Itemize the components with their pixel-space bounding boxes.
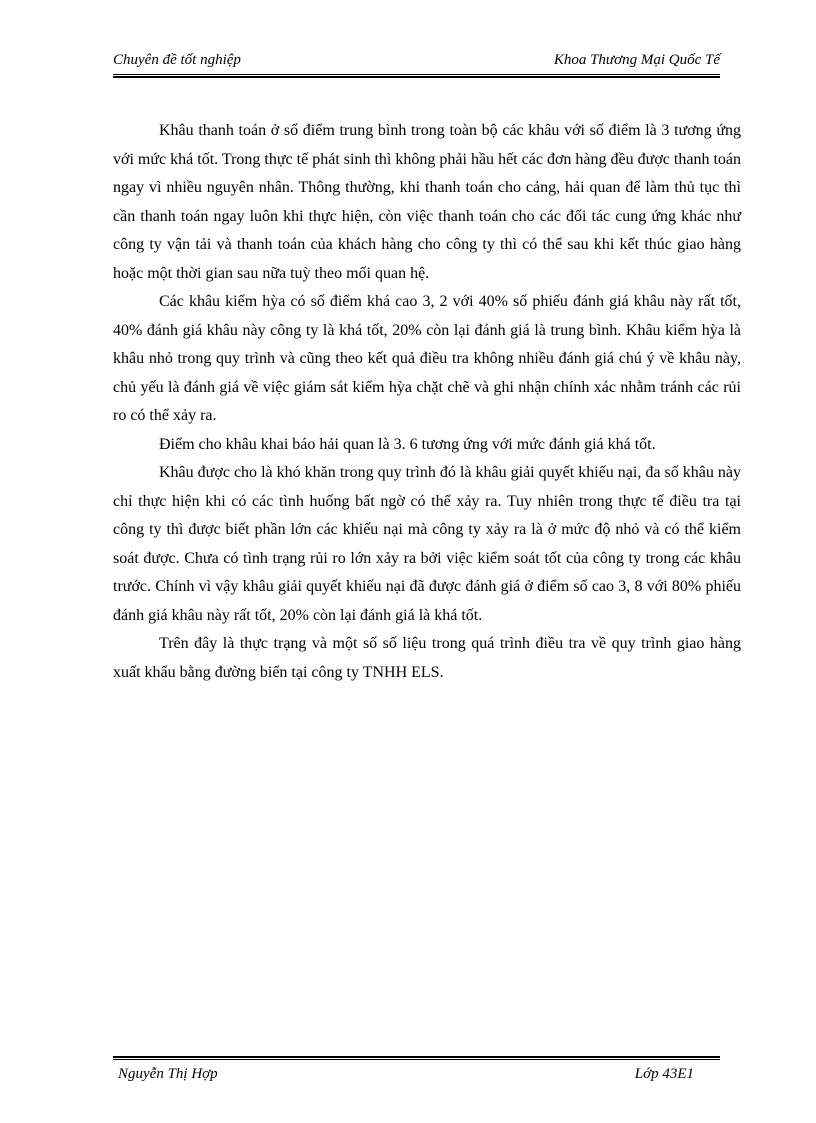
footer-author: Nguyễn Thị Hợp bbox=[118, 1066, 218, 1082]
paragraph-complaints: Khâu được cho là khó khăn trong quy trình đó là khâu giải quyết khiếu nại, đa số khâu này chỉ thực hiện khi có các tình huống bất ngờ có thể xảy ra. Tuy nhiên trong thực tế điều tra tại công ty thì được biết phần lớn các khiếu nại mà công ty xảy ra là ở mức độ nhỏ và có thể kiểm soát được. Chưa có tình trạng rủi ro lớn xảy ra bởi việc kiểm soát tốt của công ty trong các khâu trước. Chính vì vậy khâu giải quyết khiếu nại đã được đánh giá ở điểm số cao 3, 8 với 80% phiếu đánh giá khâu này rất tốt, 20% còn lại đánh giá là khá tốt. bbox=[113, 464, 741, 624]
footer-rule bbox=[113, 1056, 720, 1060]
page-header bbox=[113, 52, 720, 74]
paragraph-payment: Khâu thanh toán ở số điểm trung bình trong toàn bộ các khâu với số điểm là 3 tương ứng với mức khá tốt. Trong thực tế phát sinh thì không phải hầu hết các đơn hàng đều được thanh toán ngay vì nhiều nguyên nhân. Thông thường, khi thanh toán cho cảng, hải quan để làm thủ tục thì cần thanh toán ngay luôn khi thực hiện, còn việc thanh toán cho các đối tác cung ứng khác như công ty vận tải và thanh toán của khách hàng cho công ty thì có thể sau khi kết thúc giao hàng hoặc một thời gian sau nữa tuỳ theo mối quan hệ. bbox=[113, 122, 741, 282]
page-footer bbox=[113, 1066, 720, 1088]
header-left-text: Chuyên đề tốt nghiệp bbox=[113, 52, 241, 68]
header-rule bbox=[113, 74, 720, 78]
header-right-text: Khoa Thương Mại Quốc Tế bbox=[553, 52, 720, 68]
footer-class: Lớp 43E1 bbox=[634, 1066, 694, 1082]
document-body bbox=[113, 117, 741, 687]
paragraph-inspection: Các khâu kiểm hỳa có số điểm khá cao 3, 2 với 40% số phiếu đánh giá khâu này rất tốt, 40% đánh giá khâu này công ty là khá tốt, 20% còn lại đánh giá là trung bình. Khâu kiểm hỳa là khâu nhỏ trong quy trình và cũng theo kết quả điều tra không nhiều đánh giá chú ý về khâu này, chủ yếu là đánh giá về việc giám sát kiểm hỳa chặt chẽ và ghi nhận chính xác nhằm tránh các rủi ro có thể xảy ra. bbox=[113, 293, 741, 424]
paragraph-conclusion: Trên đây là thực trạng và một số số liệu trong quá trình điều tra về quy trình giao hàng xuất khẩu bằng đường biển tại công ty TNHH ELS. bbox=[113, 635, 741, 681]
paragraph-customs: Điểm cho khâu khai báo hải quan là 3. 6 tương ứng với mức đánh giá khá tốt. bbox=[159, 435, 656, 453]
